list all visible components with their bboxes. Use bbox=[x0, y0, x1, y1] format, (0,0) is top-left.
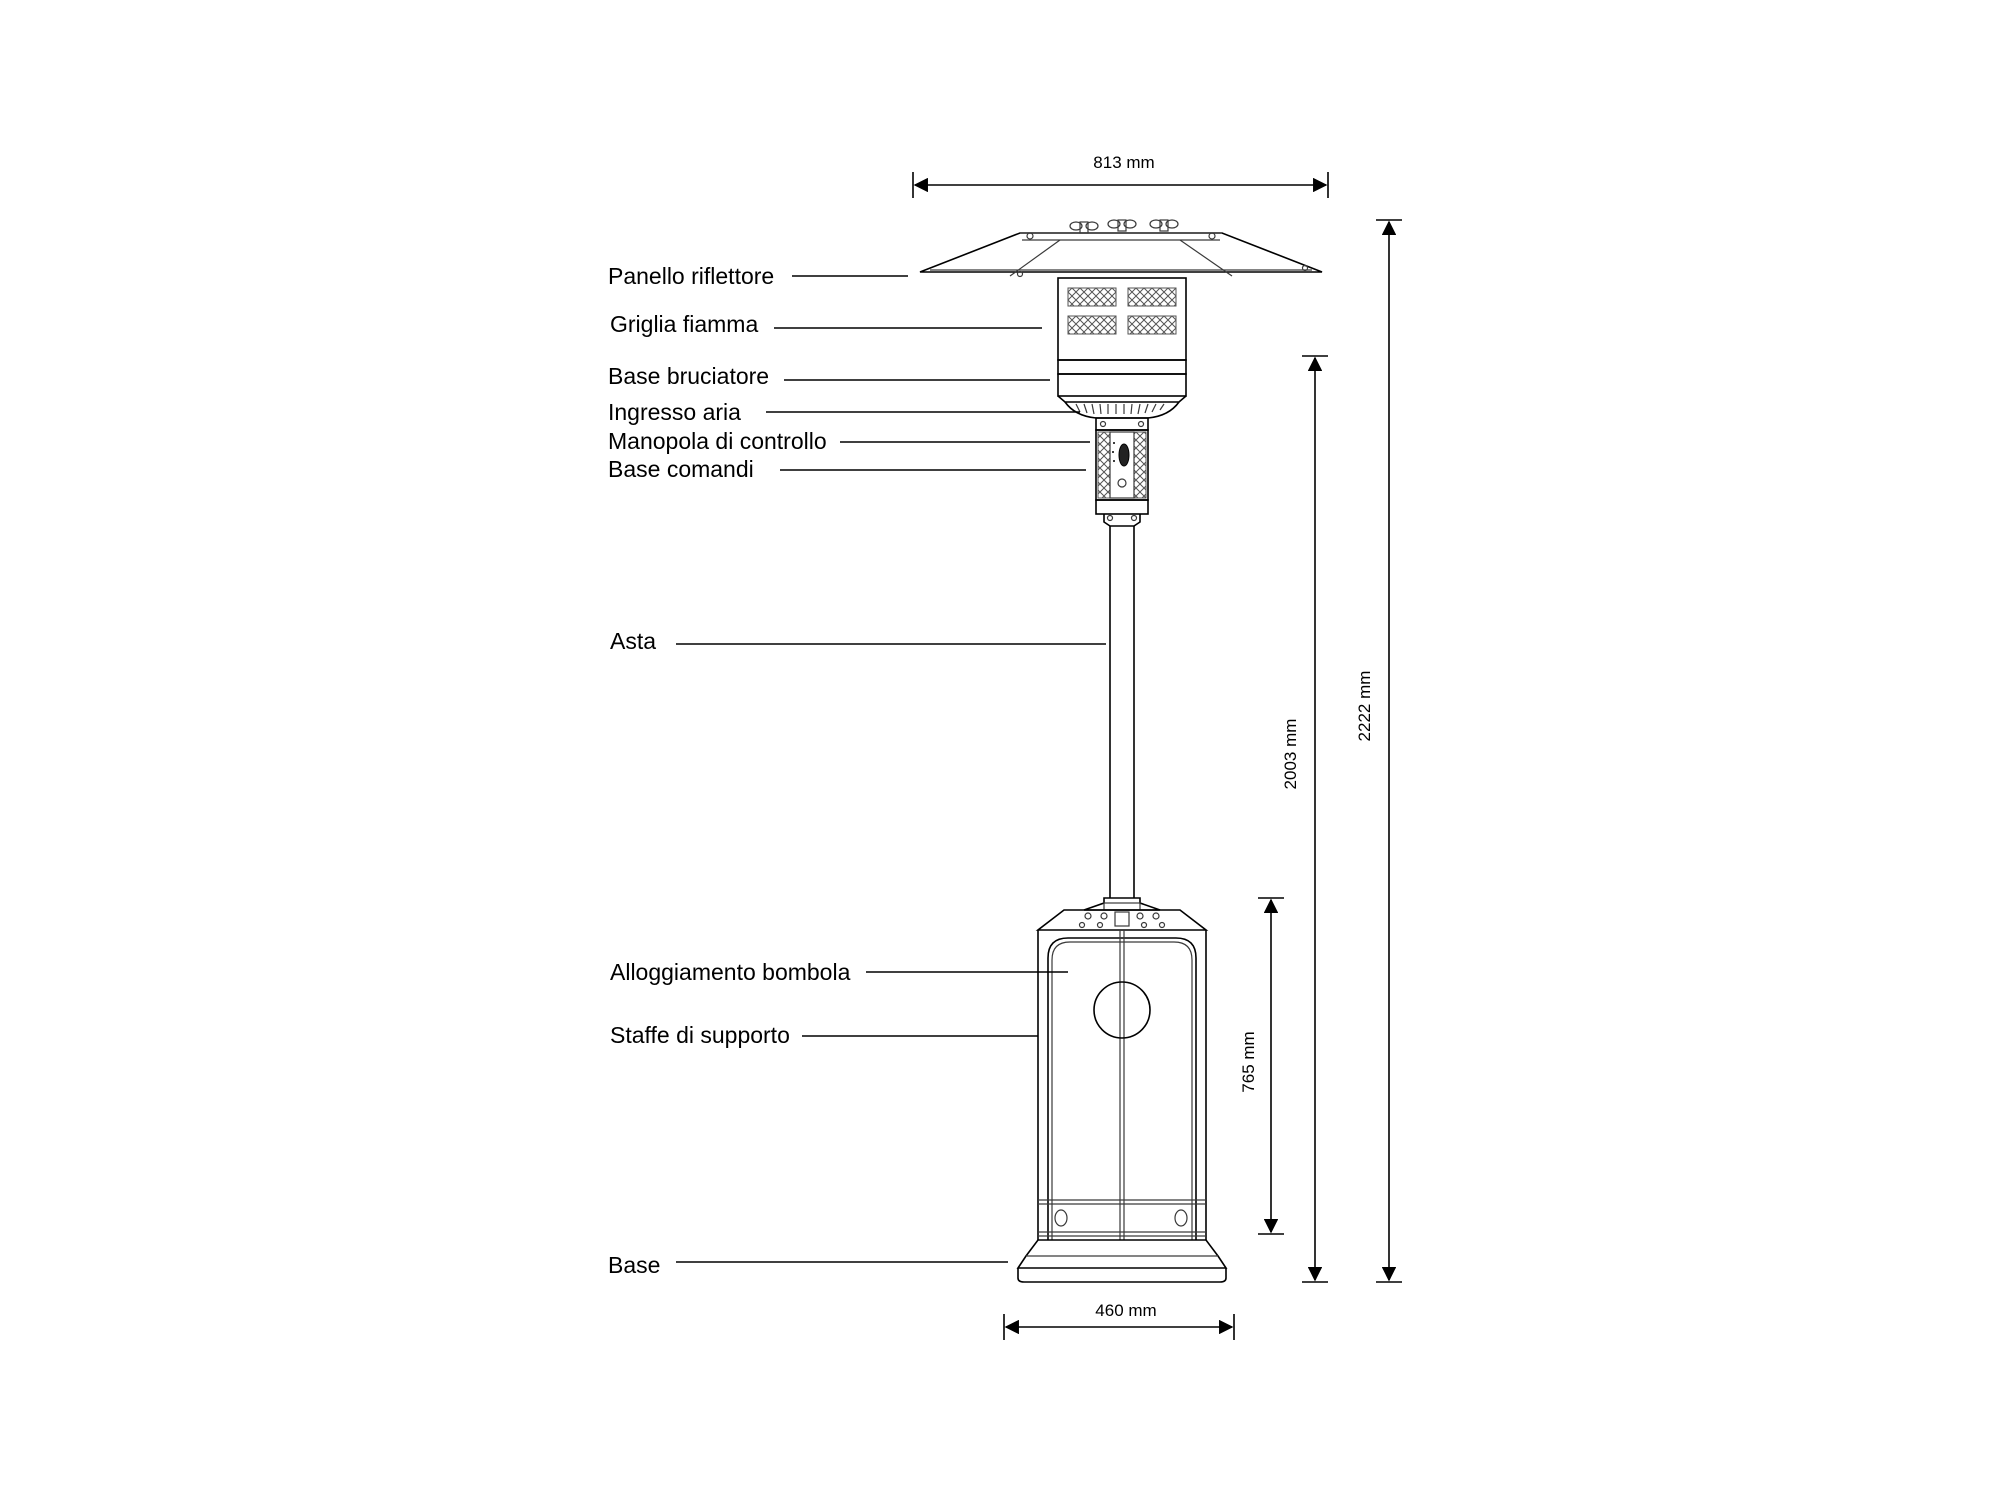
flame-grid bbox=[1058, 278, 1186, 360]
wing-nuts bbox=[1070, 220, 1178, 233]
dim-body-height-label: 2003 mm bbox=[1281, 718, 1300, 790]
dim-housing-height-label: 765 mm bbox=[1239, 1031, 1258, 1093]
tank-housing bbox=[1038, 898, 1206, 1240]
pole bbox=[1110, 526, 1134, 898]
label-air-inlet: Ingresso aria bbox=[608, 399, 741, 425]
label-support-brackets: Staffe di supporto bbox=[610, 1022, 790, 1048]
label-reflector-panel: Panello riflettore bbox=[608, 263, 775, 289]
burner-base bbox=[1058, 360, 1186, 418]
label-flame-grid: Griglia fiamma bbox=[610, 311, 759, 337]
label-burner-base: Base bruciatore bbox=[608, 363, 770, 389]
reflector-panel bbox=[920, 220, 1322, 277]
label-control-base: Base comandi bbox=[608, 456, 754, 482]
dimension-body-height bbox=[1281, 356, 1328, 1282]
dimension-total-height bbox=[1355, 220, 1402, 1282]
label-base: Base bbox=[608, 1252, 661, 1278]
dimension-housing-height bbox=[1239, 898, 1284, 1234]
dim-total-height-label: 2222 mm bbox=[1355, 670, 1374, 742]
control-knob bbox=[1119, 444, 1129, 466]
dimension-base-width bbox=[1004, 1301, 1234, 1340]
label-tank-housing: Alloggiamento bombola bbox=[610, 959, 851, 985]
dim-reflector-width-label: 813 mm bbox=[1093, 153, 1155, 172]
label-control-knob: Manopola di controllo bbox=[608, 428, 827, 454]
base bbox=[1018, 1240, 1226, 1282]
dim-base-width-label: 460 mm bbox=[1095, 1301, 1157, 1320]
control-base bbox=[1096, 418, 1148, 526]
label-pole: Asta bbox=[610, 628, 657, 654]
dimension-reflector-width bbox=[913, 153, 1328, 198]
